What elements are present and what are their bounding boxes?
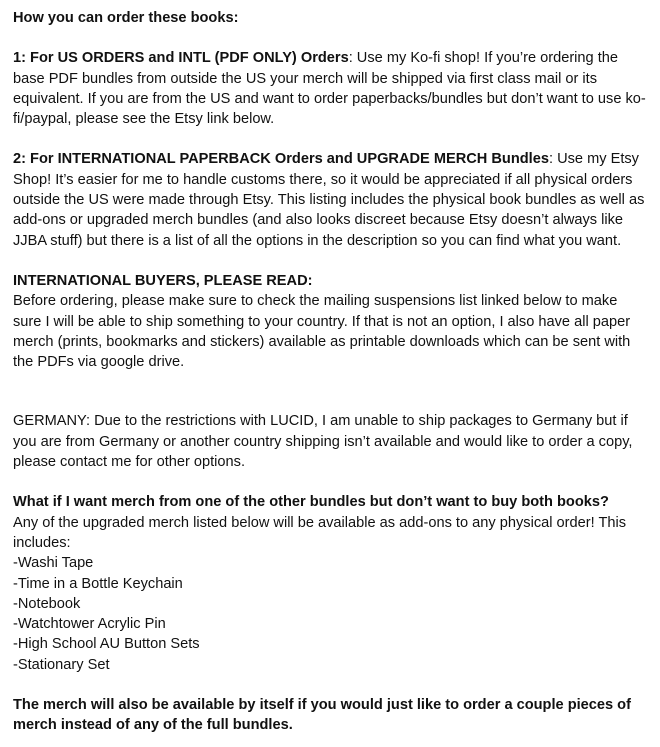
intl-buyers-heading: INTERNATIONAL BUYERS, PLEASE READ: (13, 272, 313, 289)
intl-orders-label: 2: For INTERNATIONAL PAPERBACK Orders and UPGRADE MERCH Bundles (13, 151, 549, 168)
list-item: -Stationary Set (13, 656, 110, 673)
intl-buyers-text: Before ordering, please make sure to check the mailing suspensions list linked below to make sure I will be able to ship something to your country. If that is not an option, I also have all paper merch (prints, bookmarks and stickers) available as printable downloads which can be sent with the PDFs via google drive. (13, 293, 631, 371)
us-orders-text: : Use my Ko-fi shop! If you’re ordering the base PDF bundles from outside the US your merch will be shipped via first class mail or its equivalent. If you are from the US and want to order paperbacks/bundles but don’t want to use ko-fi/paypal, please see the Etsy link below. (13, 50, 646, 128)
closing-paragraph: The merch will also be available by itself if you would just like to order a couple pieces of merch instead of any of the full bundles. (13, 697, 631, 734)
list-item: -Notebook (13, 595, 81, 612)
us-orders-paragraph (13, 48, 646, 129)
list-item: -Washi Tape (13, 555, 94, 572)
intl-orders-paragraph (13, 149, 646, 250)
merch-question: What if I want merch from one of the other bundles but don’t want to buy both books? (13, 494, 609, 511)
list-item: -Watchtower Acrylic Pin (13, 616, 166, 633)
page-heading: How you can order these books: (13, 10, 239, 26)
list-item: -High School AU Button Sets (13, 636, 200, 653)
germany-paragraph: GERMANY: Due to the restrictions with LUCID, I am unable to ship packages to Germany but if you are from Germany or another country shipping isn’t available and would like to order a copy, please contact me for other options. (13, 413, 633, 471)
merch-intro: Any of the upgraded merch listed below will be available as add-ons to any physical order! This includes: (13, 514, 627, 551)
list-item: -Time in a Bottle Keychain (13, 575, 183, 592)
us-orders-label: 1: For US ORDERS and INTL (PDF ONLY) Orders (13, 50, 349, 67)
intl-orders-text: : Use my Etsy Shop! It’s easier for me to handle customs there, so it would be appreciated if all physical orders outside the US were made through Etsy. This listing includes the physical book bundles as well as add-ons or upgraded merch bundles (and also looks discreet because Etsy doesn’t always like JJBA stuff) but there is a list of all the options in the description so you can find what you want. (13, 151, 645, 249)
merch-list (13, 553, 646, 675)
